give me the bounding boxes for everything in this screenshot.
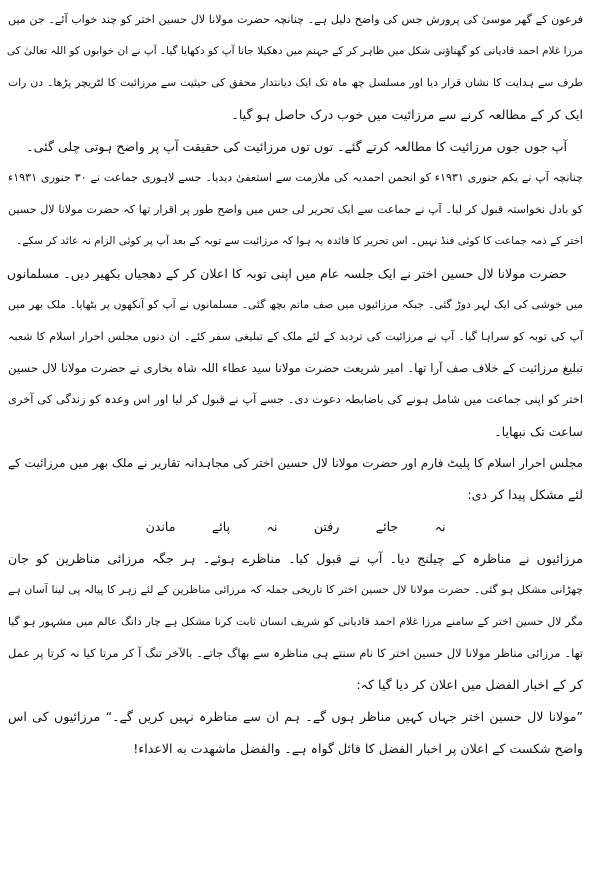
paragraph-dreams <box>8 4 583 131</box>
verse-line <box>146 511 446 543</box>
paragraph-repentance <box>8 258 583 448</box>
text-line: ساعت تک نبھایا۔ <box>494 423 583 439</box>
paragraph-ahrar-platform <box>8 448 583 511</box>
text-line: اختر کو اپنی جماعت میں شامل ہونے کی باضابطہ دعوت دی۔ جسے آپ نے قبول کر لیا اور اس وعدہ کو زندگی کی آخری <box>8 392 583 407</box>
text-line: چنانچہ آپ نے یکم جنوری ۱۹۳۱ء کو انجمن احمدیہ کی ملازمت سے استعفیٰ دیدیا۔ جسے لاہوری جماعت نے ۳۰ جنوری ۱۹۳۱ء <box>8 171 584 185</box>
text-line: واضح شکست کے اعلان پر اخبار الفضل کا فائل گواہ ہے۔ والفضل ماشهدت به الاعداء! <box>133 740 583 756</box>
paragraph-alfazl-announcement <box>8 701 583 764</box>
paragraph-debates <box>8 543 583 701</box>
text-line: کر کے اخبار الفضل میں اعلان کر دیا گیا کہ: <box>356 677 583 693</box>
text-line: فرعون کے گھر موسیٰ کی پرورش جس کی واضح دلیل ہے۔ چنانچہ حضرت مولانا لال حسین اختر کو چند خواب آئے۔ جن میں <box>8 13 583 26</box>
verse-word: پائے <box>211 519 231 534</box>
text-line: حضرت مولانا لال حسین اختر نے ایک جلسہ عام میں اپنی توبہ کا اعلان کر کے دھجیاں بکھیر دیں۔ مسلمانوں <box>6 265 567 281</box>
verse-word: نہ <box>434 519 446 534</box>
text-line: لئے مشکل پیدا کر دی: <box>467 487 583 503</box>
verse-word: نہ <box>266 519 278 534</box>
text-line: ایک کر کے مطالعہ کرنے سے مرزائیت میں خوب درک حاصل ہو گیا۔ <box>231 107 583 123</box>
text-line: آپ کی توبہ کو سراہا گیا۔ آپ نے مرزائیت کی تردید کے لئے ملک کے تبلیغی سفر کئے۔ ان دنوں مجلس احرار اسلام کا شعبہ <box>8 329 583 343</box>
text-line: چھڑانی مشکل ہو گئی۔ حضرت مولانا لال حسین اختر کا تاریخی جملہ کہ مرزائی مناظرین کے لئے زہر کا پیالہ پی لینا آسان ہے <box>8 583 583 597</box>
verse-word: ماندن <box>145 519 176 534</box>
text-line: میں خوشی کی ایک لہر دوڑ گئی۔ جبکہ مرزائیوں میں صف ماتم بچھ گئی۔ مسلمانوں نے آپ کو آنکھوں پر بٹھایا۔ ملک بھر میں <box>8 298 583 312</box>
text-line: تھا۔ مرزائی مناظر مولانا لال حسین اختر کا نام سنتے ہی مناظرہ سے بھاگ جاتے۔ بالآخر تنگ آ کر مرتا کیا نہ کرتا پر عمل <box>8 645 583 660</box>
text-line: طرف سے ہدایت کا نشان قرار دیا اور مسلسل چھ ماہ تک ایک دیانتدار محقق کی حیثیت سے مرزائیت کا لٹریچر پڑھا۔ دن رات <box>8 76 583 90</box>
text-line: ”مولانا لال حسین اختر جہاں کہیں مناظر ہوں گے۔ ہم ان سے مناظرہ نہیں کریں گے۔“ مرزائیوں کی اس <box>8 709 583 725</box>
text-line: تبلیغ مرزائیت کے خلاف صف آرا تھا۔ امیر شریعت حضرت مولانا سید عطاء اللہ شاہ بخاری نے حضرت مولانا لال حسین <box>8 360 583 375</box>
paragraph-resignation <box>8 131 583 258</box>
verse-word: رفتن <box>313 519 340 534</box>
text-line: مرزا غلام احمد قادیانی کو گھناؤنی شکل میں ظاہر کر کے جہنم میں دھکیلا جانا آپ کو دکھایا گیا۔ آپ نے ان خوابوں کو اللہ تعالیٰ کی <box>6 44 583 57</box>
text-line: اختر کے ذمہ جماعت کا کوئی فنڈ نہیں۔ اس تحریر کا فائدہ یہ ہوا کہ مرزائیت سے توبہ کے بعد آپ پر کوئی الزام نہ عائد کر سکے۔ <box>16 234 583 247</box>
text-line: مگر لال حسین اختر کے سامنے مرزا غلام احمد قادیانی کو شریف انسان ثابت کرنا مشکل ہے چار دانگ عالم میں مشہور ہو گیا <box>8 615 583 629</box>
text-line: آپ جوں جوں مرزائیت کا مطالعہ کرتے گئے۔ توں توں مرزائیت کی حقیقت آپ پر واضح ہوتی چلی گئی۔ <box>26 138 567 154</box>
text-line: مجلس احرار اسلام کا پلیٹ فارم اور حضرت مولانا لال حسین اختر کی مجاہدانہ تقاریر نے ملک بھر میں مرزائیت کے <box>8 455 583 470</box>
text-line: کو بادل نخواستہ قبول کر لیا۔ آپ نے جماعت سے ایک تحریر لی جس میں واضح طور پر اقرار تھا کہ حضرت مولانا لال حسین <box>8 203 583 217</box>
text-line: مرزائیوں نے مناظرہ کے چیلنج دیا۔ آپ نے قبول کیا۔ مناظرے ہوئے۔ ہر جگہ مرزائی مناظرین کو جان <box>8 550 583 566</box>
verse-word: جائے <box>375 519 399 534</box>
